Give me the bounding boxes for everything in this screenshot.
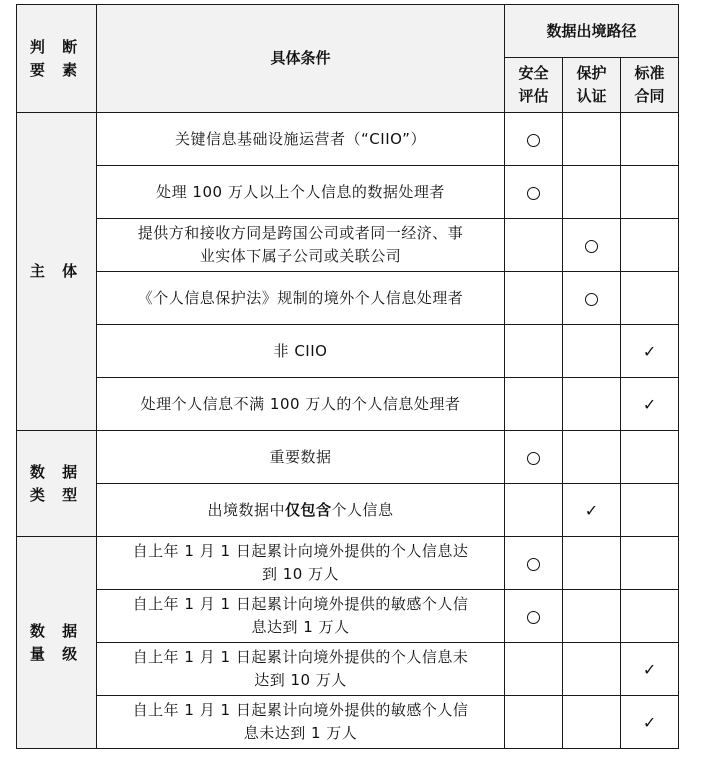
table-row: [17, 537, 679, 590]
factor-header: [17, 5, 97, 113]
path-header-line1: 标准: [634, 64, 665, 82]
path-mark-cell: [563, 113, 621, 166]
path-mark-cell: [621, 325, 679, 378]
condition-cell: [97, 166, 505, 219]
condition-line: 息达到 1 万人: [251, 618, 350, 636]
table-row: [17, 643, 679, 696]
table-row: [17, 325, 679, 378]
factor-label: 数 据: [29, 621, 84, 640]
path-header-line2: 认证: [576, 87, 607, 105]
condition-cell: [97, 325, 505, 378]
path-mark-cell: [621, 219, 679, 272]
factor-header-line2: 要 素: [29, 60, 84, 79]
condition-text-pre: 出境数据中: [207, 500, 285, 519]
check-icon: ✓: [584, 500, 599, 520]
path-mark-cell: [563, 272, 621, 325]
table-row: [17, 696, 679, 749]
path-mark-cell: [505, 272, 563, 325]
table-row: [17, 166, 679, 219]
condition-cell: [97, 590, 505, 643]
circle-icon: [527, 558, 540, 571]
factor-header-line1: 判 断: [29, 37, 84, 56]
path-mark-cell: [563, 696, 621, 749]
condition-line: 达到 10 万人: [254, 671, 347, 689]
path-mark-cell: [621, 378, 679, 431]
path-mark-cell: [563, 378, 621, 431]
table-row: [17, 219, 679, 272]
condition-line: 自上年 1 月 1 日起累计向境外提供的敏感个人信: [132, 595, 469, 613]
path-mark-cell: [563, 219, 621, 272]
factor-label: 数 据: [29, 462, 84, 481]
table-row: [17, 484, 679, 537]
condition-line: [107, 499, 494, 522]
condition-line: 业实体下属子公司或关联公司: [199, 247, 402, 265]
path-header-protection-certification: [563, 58, 621, 113]
condition-cell: [97, 378, 505, 431]
path-mark-cell: [621, 696, 679, 749]
path-header-line2: 评估: [518, 87, 549, 105]
table-row: [17, 590, 679, 643]
condition-cell: [97, 113, 505, 166]
condition-line: 处理 100 万人以上个人信息的数据处理者: [156, 182, 445, 201]
path-mark-cell: [621, 484, 679, 537]
path-mark-cell: [621, 166, 679, 219]
path-header-line1: 保护: [576, 64, 607, 82]
circle-icon: [585, 240, 598, 253]
path-header-security-assessment: [505, 58, 563, 113]
circle-icon: [585, 293, 598, 306]
circle-icon: [527, 452, 540, 465]
path-mark-cell: [505, 378, 563, 431]
path-mark-cell: [621, 113, 679, 166]
condition-line: 处理个人信息不满 100 万人的个人信息处理者: [140, 394, 461, 413]
condition-line: 自上年 1 月 1 日起累计向境外提供的个人信息达: [132, 542, 469, 560]
path-mark-cell: [621, 431, 679, 484]
path-mark-cell: [621, 537, 679, 590]
check-icon: ✓: [642, 659, 657, 679]
condition-line: 重要数据: [269, 447, 332, 466]
condition-header: 具体条件: [97, 5, 505, 113]
path-mark-cell: [505, 219, 563, 272]
condition-cell: [97, 484, 505, 537]
path-mark-cell: [505, 325, 563, 378]
table-row: [17, 272, 679, 325]
data-export-path-table: [16, 4, 679, 749]
path-mark-cell: [505, 484, 563, 537]
condition-cell: [97, 431, 505, 484]
path-header-line2: 合同: [634, 87, 665, 105]
condition-line: 《个人信息保护法》规制的境外个人信息处理者: [137, 288, 464, 307]
path-mark-cell: [505, 431, 563, 484]
circle-icon: [527, 187, 540, 200]
table-row: [17, 113, 679, 166]
paths-group-header: 数据出境路径: [505, 5, 679, 58]
check-icon: ✓: [642, 712, 657, 732]
condition-line: 到 10 万人: [261, 565, 340, 583]
circle-icon: [527, 611, 540, 624]
condition-cell: [97, 696, 505, 749]
condition-cell: [97, 643, 505, 696]
condition-text-post: 个人信息: [331, 500, 394, 519]
path-mark-cell: [505, 590, 563, 643]
path-mark-cell: [505, 696, 563, 749]
condition-line: 关键信息基础设施运营者（“CIIO”）: [175, 129, 426, 148]
condition-line: 自上年 1 月 1 日起累计向境外提供的敏感个人信: [132, 701, 469, 719]
path-mark-cell: [563, 325, 621, 378]
path-mark-cell: [505, 643, 563, 696]
condition-line: 提供方和接收方同是跨国公司或者同一经济、事: [137, 224, 464, 242]
condition-line: 自上年 1 月 1 日起累计向境外提供的个人信息未: [132, 648, 469, 666]
path-mark-cell: [505, 166, 563, 219]
condition-line: 非 CIIO: [273, 341, 328, 360]
path-mark-cell: [563, 484, 621, 537]
condition-cell: [97, 537, 505, 590]
factor-label: 主 体: [29, 262, 84, 280]
table-row: [17, 431, 679, 484]
table-row: [17, 378, 679, 431]
factor-label: 量 级: [29, 644, 84, 663]
factor-cell: [17, 113, 97, 431]
path-mark-cell: [563, 643, 621, 696]
circle-icon: [527, 134, 540, 147]
factor-label: 类 型: [29, 485, 84, 504]
path-mark-cell: [563, 166, 621, 219]
factor-cell: [17, 431, 97, 537]
path-mark-cell: [621, 590, 679, 643]
table-body: [17, 113, 679, 749]
path-header-standard-contract: [621, 58, 679, 113]
condition-cell: [97, 219, 505, 272]
path-header-line1: 安全: [518, 64, 549, 82]
path-mark-cell: [563, 431, 621, 484]
check-icon: ✓: [642, 341, 657, 361]
path-mark-cell: [563, 537, 621, 590]
condition-cell: [97, 272, 505, 325]
condition-line: 息未达到 1 万人: [243, 724, 358, 742]
path-mark-cell: [621, 272, 679, 325]
check-icon: ✓: [642, 394, 657, 414]
path-mark-cell: [563, 590, 621, 643]
factor-cell: [17, 537, 97, 749]
condition-text-bold: 仅包含: [284, 500, 332, 519]
path-mark-cell: [505, 113, 563, 166]
path-mark-cell: [505, 537, 563, 590]
path-mark-cell: [621, 643, 679, 696]
